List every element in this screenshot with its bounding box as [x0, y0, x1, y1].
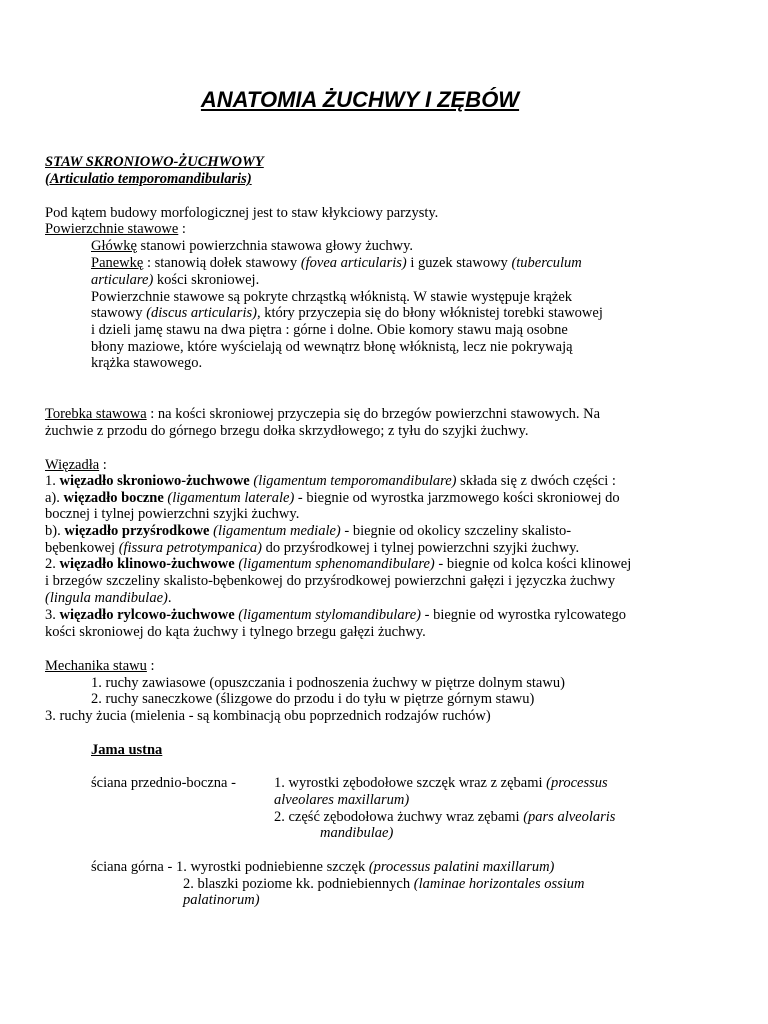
- torebka-line-2: żuchwie z przodu do górnego brzegu dołka skrzydłowego; z tyłu do szyjki żuchwy.: [45, 423, 529, 439]
- wiezadlo-a-line-2: bocznej i tylnej powierzchni szyjki żuchwy.: [45, 506, 300, 522]
- section-heading-latin: (Articulatio temporomandibularis): [45, 171, 252, 187]
- document-title: ANATOMIA ŻUCHWY I ZĘBÓW: [200, 87, 520, 112]
- wiezadlo-2-line: 2. więzadło klinowo-żuchwowe (ligamentum sphenomandibulare) - biegnie od kolca kości klinowej: [45, 556, 632, 572]
- mechanika-label: Mechanika stawu: [45, 658, 147, 674]
- wiezadlo-b-line: b). więzadło przyśrodkowe (ligamentum mediale) - biegnie od okolicy szczeliny skalisto-: [45, 523, 572, 539]
- intro-text: Pod kątem budowy morfologicznej jest to staw kłykciowy parzysty.: [45, 205, 439, 221]
- wiezadlo-b-line-2: bębenkowej (fissura petrotympanica) do przyśrodkowej i tylnej powierzchni szyjki żuchwy.: [45, 540, 580, 556]
- sciana-przednio-boczna-label: ściana przednio-boczna -: [91, 775, 236, 791]
- wiezadlo-a-line: a). więzadło boczne (ligamentum laterale) - biegnie od wyrostka jarzmowego kości skroniowej do: [45, 490, 620, 506]
- panewke-line-2: articulare) kości skroniowej.: [91, 272, 260, 288]
- sciana-pb-item-2-cont: mandibulae): [320, 825, 394, 841]
- sciana-gorna-item-2: 2. blaszki poziome kk. podniebiennych (laminae horizontales ossium: [183, 876, 585, 892]
- panewke-line: Panewkę : stanowią dołek stawowy (fovea articularis) i guzek stawowy (tuberculum: [91, 255, 582, 271]
- glowke-line: Główkę stanowi powierzchnia stawowa głowy żuchwy.: [91, 238, 414, 254]
- jama-ustna-heading: Jama ustna: [91, 742, 163, 758]
- pokryte-line-3: i dzieli jamę stawu na dwa piętra : górne i dolne. Obie komory stawu mają osobne: [91, 322, 568, 338]
- powierzchnie-label: Powierzchnie stawowe: [45, 221, 179, 237]
- pokryte-line-5: krążka stawowego.: [91, 355, 203, 371]
- sciana-pb-item-1: 1. wyrostki zębodołowe szczęk wraz z zębami (processus: [274, 775, 608, 791]
- pokryte-line-1: Powierzchnie stawowe są pokryte chrząstką włóknistą. W stawie występuje krążek: [91, 289, 573, 305]
- wiezadlo-1-line: 1. więzadło skroniowo-żuchwowe (ligamentum temporomandibulare) składa się z dwóch części :: [45, 473, 616, 489]
- mechanika-item-1: 1. ruchy zawiasowe (opuszczania i podnoszenia żuchwy w piętrze dolnym stawu): [91, 675, 565, 691]
- torebka-label: Torebka stawowa: [45, 406, 147, 422]
- sciana-pb-item-2: 2. część zębodołowa żuchwy wraz zębami (pars alveolaris: [274, 809, 616, 825]
- wiezadla-label: Więzadła: [45, 457, 100, 473]
- sciana-gorna-label: ściana górna -: [91, 859, 176, 875]
- torebka-line-1: Torebka stawowa : na kości skroniowej przyczepia się do brzegów powierzchni stawowych. Na: [45, 406, 601, 422]
- section-heading-staw: STAW SKRONIOWO-ŻUCHWOWY: [45, 154, 264, 170]
- pokryte-line-4: błony maziowe, które wyścielają od wewnątrz błonę włóknistą, lecz nie pokrywają: [91, 339, 573, 355]
- sciana-gorna-item-2-cont: palatinorum): [183, 892, 260, 908]
- pokryte-line-2: stawowy (discus articularis), który przyczepia się do błony włóknistej torebki stawowej: [91, 305, 603, 321]
- wiezadlo-3-line: 3. więzadło rylcowo-żuchwowe (ligamentum stylomandibulare) - biegnie od wyrostka rylcowatego: [45, 607, 626, 623]
- mechanika-item-3: 3. ruchy żucia (mielenia - są kombinacją obu poprzednich rodzajów ruchów): [45, 708, 491, 724]
- wiezadlo-3-line-2: kości skroniowej do kąta żuchwy i tylnego brzegu gałęzi żuchwy.: [45, 624, 426, 640]
- sciana-gorna-line: ściana górna - 1. wyrostki podniebienne szczęk (processus palatini maxillarum): [91, 859, 555, 875]
- mechanika-heading: Mechanika stawu :: [45, 658, 155, 674]
- wiezadla-heading: Więzadła :: [45, 457, 107, 473]
- panewke-label: Panewkę: [91, 255, 144, 271]
- glowke-label: Główkę: [91, 238, 137, 254]
- mechanika-item-2: 2. ruchy saneczkowe (ślizgowe do przodu i do tyłu w piętrze górnym stawu): [91, 691, 535, 707]
- powierzchnie-line: Powierzchnie stawowe :: [45, 221, 186, 237]
- wiezadlo-2-line-3: (lingula mandibulae).: [45, 590, 172, 606]
- wiezadlo-2-line-2: i brzegów szczeliny skalisto-bębenkowej do przyśrodkowej powierzchni gałęzi i języczka żuchwy: [45, 573, 616, 589]
- sciana-pb-item-1-cont: alveolares maxillarum): [274, 792, 410, 808]
